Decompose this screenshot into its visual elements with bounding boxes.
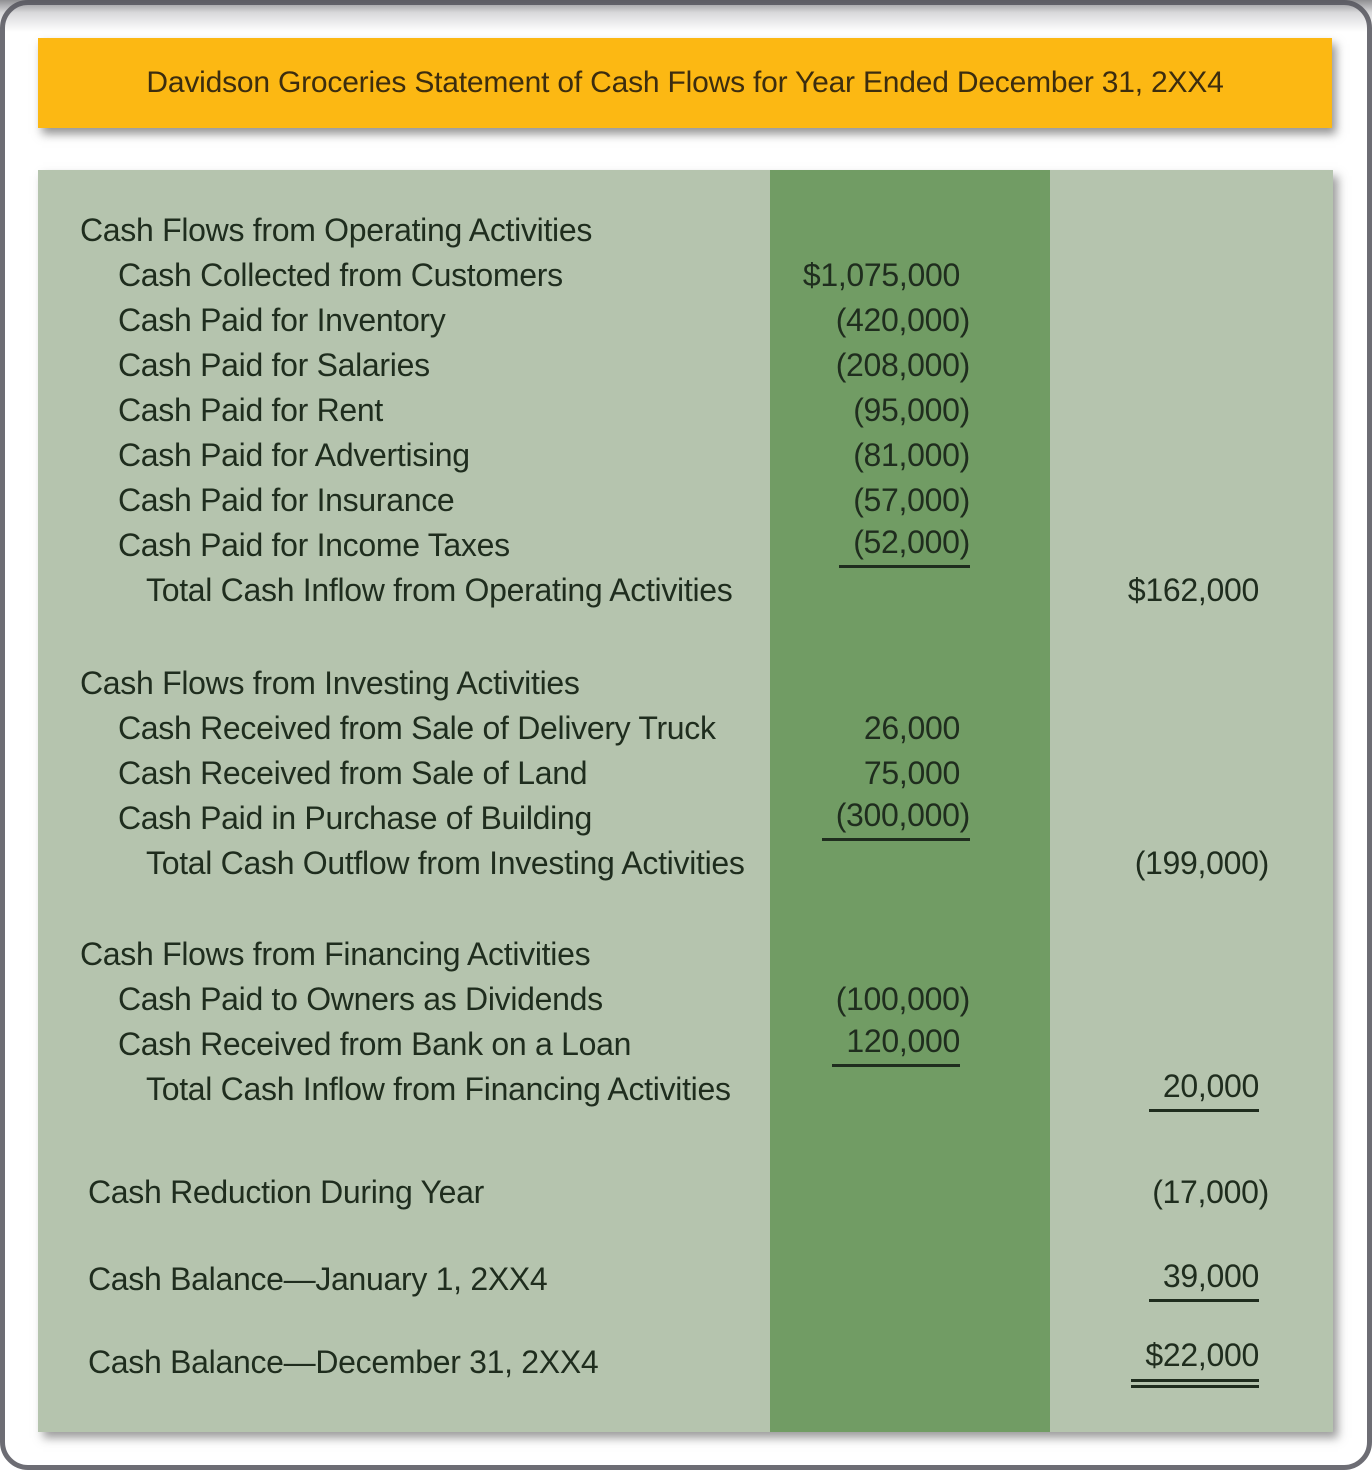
amount-value: (52,000) <box>839 524 970 568</box>
row-spacer <box>38 613 1333 661</box>
row-label: Cash Flows from Financing Activities <box>80 936 591 972</box>
section-header-row <box>38 932 1333 977</box>
amount-cell-middle <box>770 437 1050 474</box>
row-label: Cash Received from Sale of Delivery Truck <box>118 710 716 746</box>
statement-line-row <box>38 751 1333 796</box>
amount-cell-middle <box>770 524 1050 568</box>
page-title: Davidson Groceries Statement of Cash Flows for Year Ended December 31, 2XX4 <box>146 66 1224 99</box>
amount-value: (100,000) <box>835 981 970 1017</box>
title-banner <box>38 38 1332 128</box>
row-label: Total Cash Outflow from Investing Activities <box>146 845 745 881</box>
amount-value: 75,000 <box>863 755 960 791</box>
row-label: Cash Collected from Customers <box>118 257 563 293</box>
row-label: Cash Paid for Income Taxes <box>118 527 510 563</box>
amount-value: $22,000 <box>1131 1337 1259 1388</box>
statement-line-row <box>38 523 1333 568</box>
amount-cell-middle <box>770 710 1050 747</box>
statement-line-row <box>38 253 1333 298</box>
section-header-row <box>38 208 1333 253</box>
amount-cell-middle <box>770 257 1050 294</box>
row-label: Cash Received from Bank on a Loan <box>118 1026 632 1062</box>
row-label: Cash Paid for Inventory <box>118 302 446 338</box>
row-label: Cash Balance—December 31, 2XX4 <box>88 1344 599 1380</box>
cash-flow-statement <box>38 170 1333 1432</box>
statement-line-row <box>38 478 1333 523</box>
amount-cell-middle <box>770 1023 1050 1067</box>
amount-value: (199,000) <box>1134 845 1269 881</box>
row-label: Cash Flows from Operating Activities <box>80 212 593 248</box>
amount-cell-right <box>1050 1068 1333 1112</box>
amount-cell-middle <box>770 482 1050 519</box>
amount-value: 20,000 <box>1149 1068 1259 1112</box>
amount-value: (420,000) <box>835 302 970 338</box>
amount-cell-right <box>1050 1258 1333 1302</box>
amount-value: (81,000) <box>853 437 970 473</box>
amount-cell-right <box>1050 845 1333 882</box>
amount-cell-right <box>1050 1174 1333 1211</box>
row-label: Cash Balance—January 1, 2XX4 <box>88 1261 548 1297</box>
statement-line-row <box>38 388 1333 433</box>
amount-value: 39,000 <box>1149 1258 1259 1302</box>
statement-line-row <box>38 433 1333 478</box>
amount-cell-right <box>1050 572 1333 609</box>
summary-row <box>38 1257 1333 1302</box>
summary-row <box>38 1170 1333 1215</box>
statement-line-row <box>38 796 1333 841</box>
section-total-row <box>38 1067 1333 1112</box>
amount-value: $162,000 <box>1127 572 1259 608</box>
amount-value: $1,075,000 <box>802 257 960 293</box>
row-spacer <box>38 1112 1333 1170</box>
row-spacer <box>38 1215 1333 1257</box>
statement-line-row <box>38 977 1333 1022</box>
amount-value: 26,000 <box>863 710 960 746</box>
amount-value: (95,000) <box>853 392 970 428</box>
row-label: Cash Paid in Purchase of Building <box>118 800 592 836</box>
row-label: Total Cash Inflow from Operating Activities <box>146 572 733 608</box>
amount-value: (300,000) <box>822 797 970 841</box>
row-label: Cash Paid for Advertising <box>118 437 470 473</box>
amount-value: (17,000) <box>1152 1174 1269 1210</box>
top-edge-shadow <box>0 0 1372 32</box>
amount-cell-middle <box>770 302 1050 339</box>
row-label: Cash Reduction During Year <box>88 1174 485 1210</box>
summary-row <box>38 1337 1333 1385</box>
row-label: Cash Paid for Rent <box>118 392 383 428</box>
amount-cell-right <box>1050 1337 1333 1388</box>
amount-value: (208,000) <box>835 347 970 383</box>
statement-line-row <box>38 1022 1333 1067</box>
row-label: Cash Paid for Insurance <box>118 482 455 518</box>
amount-cell-middle <box>770 347 1050 384</box>
amount-cell-middle <box>770 981 1050 1018</box>
row-label: Total Cash Inflow from Financing Activities <box>146 1071 731 1107</box>
row-spacer <box>38 886 1333 932</box>
row-label: Cash Paid for Salaries <box>118 347 430 383</box>
amount-cell-middle <box>770 755 1050 792</box>
amount-cell-middle <box>770 797 1050 841</box>
amount-value: 120,000 <box>832 1023 960 1067</box>
amount-cell-middle <box>770 392 1050 429</box>
section-header-row <box>38 661 1333 706</box>
row-label: Cash Paid to Owners as Dividends <box>118 981 603 1017</box>
row-spacer <box>38 1302 1333 1340</box>
amount-value: (57,000) <box>853 482 970 518</box>
statement-line-row <box>38 343 1333 388</box>
statement-line-row <box>38 298 1333 343</box>
statement-rows <box>38 170 1333 1432</box>
section-total-row <box>38 568 1333 613</box>
row-label: Cash Received from Sale of Land <box>118 755 588 791</box>
section-total-row <box>38 841 1333 886</box>
row-label: Cash Flows from Investing Activities <box>80 665 580 701</box>
statement-line-row <box>38 706 1333 751</box>
